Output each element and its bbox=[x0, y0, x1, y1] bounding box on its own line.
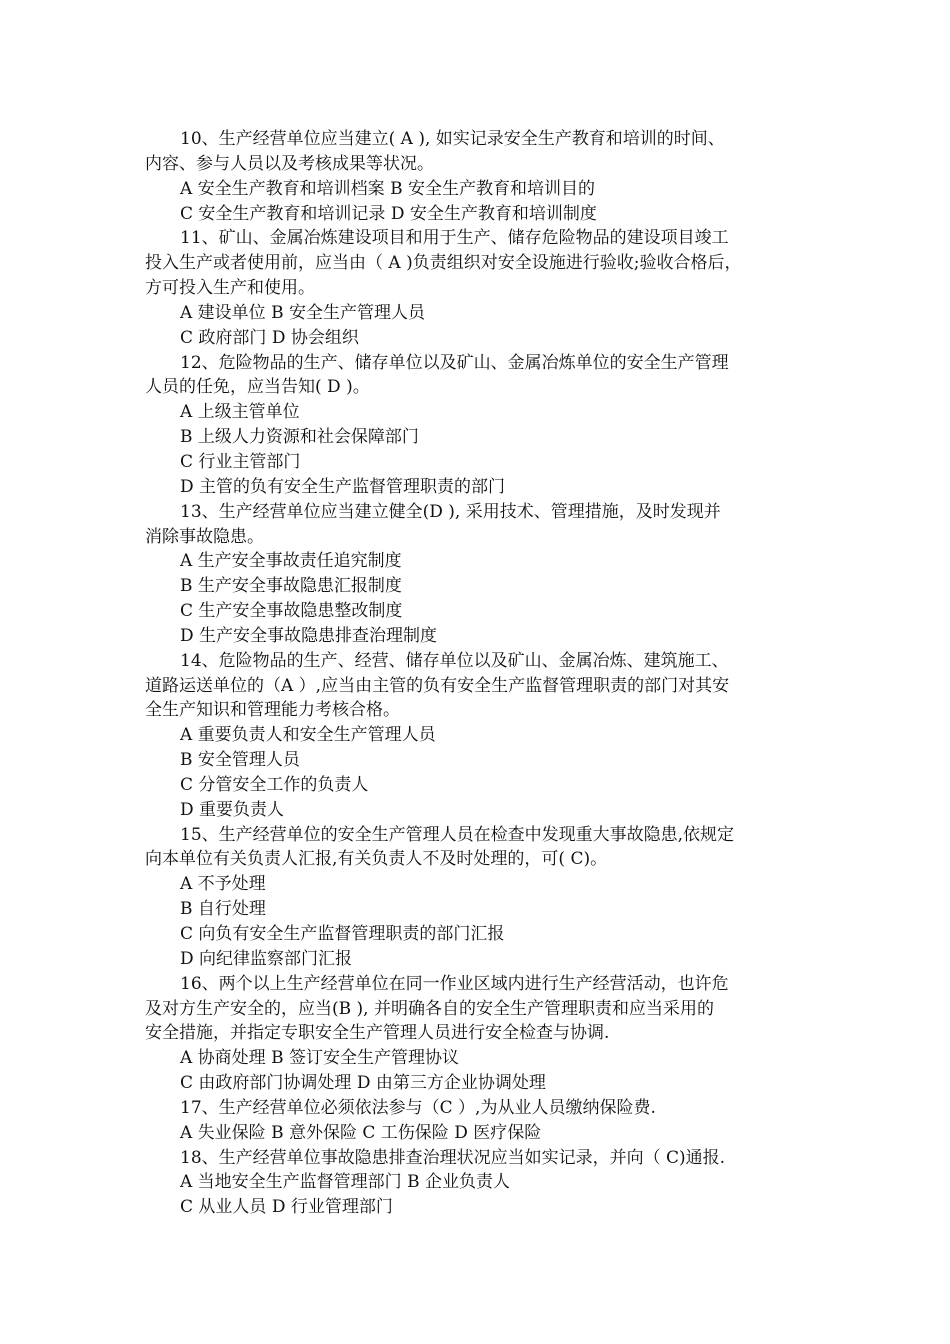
question-text-line: 向本单位有关负责人汇报,有关负责人不及时处理的，可( C)。 bbox=[145, 849, 608, 870]
answer-option-line: C 安全生产教育和培训记录 D 安全生产教育和培训制度 bbox=[180, 203, 597, 224]
answer-option-line: C 由政府部门协调处理 D 由第三方企业协调处理 bbox=[180, 1073, 546, 1094]
question-text-line: 全生产知识和管理能力考核合格。 bbox=[145, 700, 400, 721]
document-body bbox=[0, 127, 950, 1220]
answer-option-line: A 安全生产教育和培训档案 B 安全生产教育和培训目的 bbox=[180, 178, 595, 199]
answer-option-line: C 生产安全事故隐患整改制度 bbox=[180, 601, 403, 622]
answer-option-line: A 协商处理 B 签订安全生产管理协议 bbox=[180, 1048, 459, 1069]
question-17 bbox=[0, 1096, 950, 1146]
answer-option-line: C 政府部门 D 协会组织 bbox=[180, 327, 359, 348]
question-text-line: 12、危险物品的生产、储存单位以及矿山、金属冶炼单位的安全生产管理 bbox=[180, 352, 729, 373]
question-text-line: 11、矿山、金属冶炼建设项目和用于生产、储存危险物品的建设项目竣工 bbox=[180, 228, 729, 249]
answer-option-line: A 上级主管单位 bbox=[180, 402, 300, 423]
answer-option-line: D 重要负责人 bbox=[180, 799, 285, 820]
answer-option-line: B 生产安全事故隐患汇报制度 bbox=[180, 576, 402, 597]
question-16 bbox=[0, 972, 950, 1096]
answer-option-line: A 失业保险 B 意外保险 C 工伤保险 D 医疗保险 bbox=[180, 1122, 542, 1143]
question-text-line: 投入生产或者使用前，应当由（ A )负责组织对安全设施进行验收;验收合格后， bbox=[145, 253, 742, 274]
question-15 bbox=[0, 823, 950, 972]
question-text-line: 及对方生产安全的，应当(B ), 并明确各自的安全生产管理职责和应当采用的 bbox=[145, 998, 714, 1019]
answer-option-line: C 从业人员 D 行业管理部门 bbox=[180, 1197, 393, 1218]
question-text-line: 16、两个以上生产经营单位在同一作业区域内进行生产经营活动，也许危 bbox=[180, 973, 729, 994]
question-text-line: 方可投入生产和使用。 bbox=[145, 278, 315, 299]
question-text-line: 内容、参与人员以及考核成果等状况。 bbox=[145, 153, 434, 174]
answer-option-line: A 建设单位 B 安全生产管理人员 bbox=[180, 302, 425, 323]
question-text-line: 道路运送单位的（A ）,应当由主管的负有安全生产监督管理职责的部门对其安 bbox=[145, 675, 730, 696]
answer-option-line: C 行业主管部门 bbox=[180, 451, 301, 472]
question-text-line: 17、生产经营单位必须依法参与（C ）,为从业人员缴纳保险费. bbox=[180, 1097, 656, 1118]
question-14 bbox=[0, 649, 950, 823]
question-text-line: 安全措施，并指定专职安全生产管理人员进行安全检查与协调. bbox=[145, 1023, 610, 1044]
question-text-line: 13、生产经营单位应当建立健全(D ), 采用技术、管理措施，及时发现并 bbox=[180, 501, 721, 522]
answer-option-line: A 不予处理 bbox=[180, 874, 266, 895]
answer-option-line: C 分管安全工作的负责人 bbox=[180, 774, 369, 795]
question-text-line: 消除事故隐患。 bbox=[145, 526, 264, 547]
answer-option-line: A 当地安全生产监督管理部门 B 企业负责人 bbox=[180, 1172, 510, 1193]
answer-option-line: D 向纪律监察部门汇报 bbox=[180, 948, 353, 969]
question-10 bbox=[0, 127, 950, 226]
answer-option-line: D 生产安全事故隐患排查治理制度 bbox=[180, 625, 438, 646]
answer-option-line: C 向负有安全生产监督管理职责的部门汇报 bbox=[180, 924, 505, 944]
question-11 bbox=[0, 226, 950, 350]
question-text-line: 14、危险物品的生产、经营、储存单位以及矿山、金属冶炼、建筑施工、 bbox=[180, 650, 729, 671]
question-text-line: 15、生产经营单位的安全生产管理人员在检查中发现重大事故隐患,依规定 bbox=[180, 824, 735, 845]
answer-option-line: B 上级人力资源和社会保障部门 bbox=[180, 427, 419, 448]
answer-option-line: A 重要负责人和安全生产管理人员 bbox=[180, 725, 436, 746]
question-text-line: 10、生产经营单位应当建立( A ), 如实记录安全生产教育和培训的时间、 bbox=[180, 129, 725, 149]
answer-option-line: A 生产安全事故责任追究制度 bbox=[180, 551, 402, 572]
question-18 bbox=[0, 1146, 950, 1221]
question-text-line: 人员的任免，应当告知( D )。 bbox=[145, 377, 370, 398]
answer-option-line: B 自行处理 bbox=[180, 899, 266, 920]
question-12 bbox=[0, 351, 950, 500]
question-text-line: 18、生产经营单位事故隐患排查治理状况应当如实记录，并向（ C)通报. bbox=[180, 1147, 726, 1168]
question-13 bbox=[0, 500, 950, 649]
answer-option-line: B 安全管理人员 bbox=[180, 750, 300, 771]
answer-option-line: D 主管的负有安全生产监督管理职责的部门 bbox=[180, 476, 506, 497]
